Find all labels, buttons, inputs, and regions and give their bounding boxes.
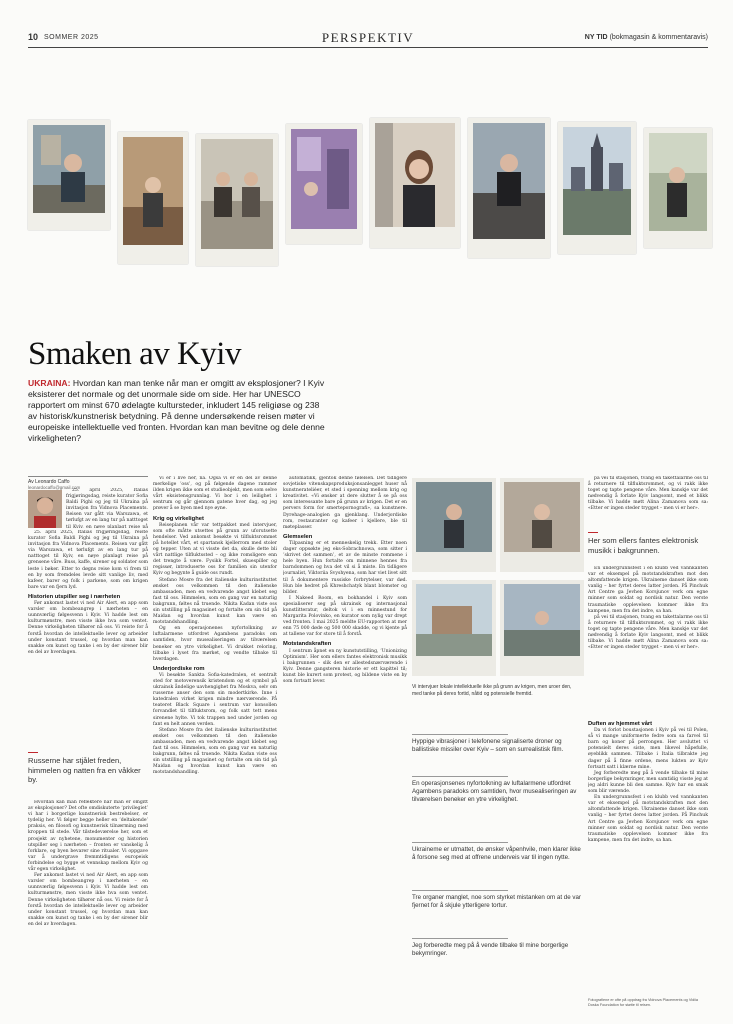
article-column-1b <box>28 530 148 746</box>
sidebar-quote-1 <box>412 734 582 754</box>
article-column-4c <box>588 718 708 988</box>
inset-photo-grid <box>412 478 584 678</box>
photo-caption: Vi intervjuer lokale intellektuelle ikke på grunn av krigen, men uroer den, med tanke på deres fortid, nåtid og potensielle fremtid. <box>412 684 572 697</box>
photo-credits-footnote: Fotografiene er ofte på oppdrag fra Vidnova Placements og Vidiia Doska Foundation for støtte til reisen. <box>588 998 699 1007</box>
byline-author: Av Leonardo Caffo <box>28 479 70 485</box>
sidebar-quote-1-text: Hyppige vibrasjoner i telefonene signaliserte droner og ballistiske missiler over Kyiv – som en surrealistisk film. <box>412 737 564 753</box>
page-number: 10 <box>28 32 39 42</box>
photo-woman-outdoors <box>649 133 707 231</box>
col2-paragraph-6: Stefano Mosre fra det italienske kulturinstituttet ønsket oss velkommen til den italienske ambassaden, men en vedvarende angst klebet seg fast til oss. Himmelen, som en gang var en naturlig bakgrunn, føltes nå truende. Nikita Kadan viste oss sin utstilling på magasinet og fortalte om sin tid på Maidan og hvordan kunst kan være en motstandshandling. <box>153 727 277 776</box>
pullquote-1-text: Russerne har stjålet freden, himmelen og natten fra en våkker by. <box>28 756 141 784</box>
subhead-2: Krig og virkelighet <box>153 515 204 522</box>
col2-paragraph-2: Reiseplanen vår var tettpakket med intervjuer, som ofte måtte utsettes på grunn av uforutsette hendelser. Ved ankomst besøkte vi tilfluktsrommet på hotellet vårt, et spartansk kjellerrom med stoler og tepper. Uten at vi visste det da, skulle dette bli vårt nattlige tilfluktssted – og ikke romsligere enn det trengte å være. Fysikk Fortel, skuespiller og regissør, introduserte oss for familien sin utenfor Kyiv og begynte å guide oss rundt. <box>153 522 277 577</box>
col1-paragraph-cont: 25. april 2025, Italias frigjøringsdag, reiste kurator Sofia Baldi Pighi og jeg til Ukraina på invitasjon fra Vidnova Placements. Reisen var gått via Warszawa, et tørlufgt av en lang tur på natttoget til Kyiv, en nøye planlagt reise på grensene våre. Buss, kaffe, sirener og soldater som leste i bøker. Etter to døgns reise kom vi frem til en by som fremdeles levde sitt vanlige liv, med kafeer, barer og folk i parkene, som om krigen bare var en fjern lyd. <box>28 530 148 590</box>
col1-intro: 25. april 2025, Italias frigjøringsdag, reiste kurator Sofia Baldi Pighi og jeg til Ukraina på invitasjon fra Vidnova Placements. Reisen var gått via Warszawa, et tørlufgt av en lang tur på natttoget til Kyiv, en nøye planlagt reise på <box>66 488 148 528</box>
byline-email: leonardocaffo@gmail.com <box>28 485 81 490</box>
sidebar-quote-5 <box>412 938 582 958</box>
photo-polaroid-8 <box>644 128 712 248</box>
subhead-3: Underjordiske rom <box>153 665 205 672</box>
sidebar-quote-5-text: Jeg forberedte meg på å vende tilbake til mine borgerlige bekymringer. <box>412 941 569 957</box>
header-rule <box>28 47 708 48</box>
sidebar-rule <box>412 776 508 777</box>
col2-paragraph-3: Stefano Mosre fra det italienske kulturinstituttet ønsket oss velkommen til den italienske ambassaden, men en vedvarende angst klebet seg fast til oss. Himmelen, som en gang var en naturlig bakgrunn, føltes nå truende. Nikita Kadan viste oss sin utstilling på magasinet og fortalte om sin tid på Maidan og hvordan kunst kan være en motstandshandling. <box>153 577 277 626</box>
subhead-4: Glemselen <box>283 533 313 540</box>
photo-two-men-sitting <box>201 139 273 249</box>
photo-polaroid-5 <box>370 118 460 248</box>
pullquote-rule <box>28 752 38 753</box>
col3-paragraph-4: I sentrum åpnet en ny kunstutstilling, ‘Unionizing Optimism’. Her som ellers fantes elektronisk musikk i bakgrunnen – slik den er allestedsnærværende i Kyiv. Denne gangsteren historie er ett kapittel til; kunst ble kurert som protest, og bildene viste en by som fortsatt lever. <box>283 648 407 684</box>
subhead-1: Historien utspiller seg i nærheten <box>28 593 121 600</box>
pullquote-1 <box>28 752 146 785</box>
photo-polaroid-4 <box>286 124 362 244</box>
pullquote-2 <box>588 532 706 555</box>
publication-subtitle: (bokmagasin & kommentaravis) <box>609 34 708 41</box>
subhead-5: Motstandskraften <box>283 641 332 648</box>
article-title: Smaken av Kyiv <box>28 336 241 372</box>
sidebar-quote-2-text: En operasjonsenes nyfortolkning av luftalarmene utfordret Agambens paradoks om samtiden, hvor musealiseringen av tilværelsen beneker en ytre virkelighet. <box>412 779 577 803</box>
article-column-4b <box>588 566 708 716</box>
publication-title: NY TID <box>584 34 608 41</box>
col4-paragraph-4: Da vi forlot boustasjonen i Kyiv på vei til Polen, så vi mange uniformerte fedre som sa farvel til barn og koner på perrongen. Her avsluttet vi potensielt deres siste, men likevel håpefulle, øyeblikk sammen. Tilbake i Italia tilbrakte jeg dager på å finne ordene, mens lukten av Kyiv fortsatt satt i klærne mine. <box>588 728 708 770</box>
sidebar-quote-3-text: Ukraineme er utmattet, de ønsker våpenhvile, men klarer ikke å forsone seg med at offrene underveis var til ingen nytte. <box>412 845 581 861</box>
photo-woman-smiling <box>375 123 455 227</box>
sidebar-quote-2 <box>412 776 582 804</box>
col3-paragraph-1: automatikk, gjentok denne følelsen. Det tidligere sovjetiske vitenskapsproduksjonsanlegget huser nå kunstnerateliéer, et sted i spenning mellom krig og kreativitet. «Vi ønsker at dere slutter å se på oss som interessante bare på grunn av krigen. Det er en pervers form for smertepornografi», sa kunstnere. Dyrehage-analogien ga gjenklang. Underjordiske rom, restauranter og kafeer i kjellere, ble til møteplasser. <box>283 476 407 530</box>
col4-paragraph-1: på vei til stasjonen, tvang en takettalarme oss til å returnere til tilfluktsrommet, og vi rakk ikke toget og tapte pengene våre. Men kanskje var det nødvendig å forlate Kyiv langsomt, med et blikk tilbake. Vi hadde møtt Alina Zamanova som sa: «Etter er ingen steder trygget – men vi er her». <box>588 476 708 512</box>
sidebar-rule <box>412 734 508 735</box>
article-column-4 <box>588 476 708 528</box>
col2-paragraph-5: Vi besøkte Sankta Sofia-katedralen, et sentralt sted for motoverensik kristendom og et symbol på ukrainsk åndelige uavhengighet fra Moskva, selv om russerne anser den som sin modertkirke. Inne i katedralen virket krigen mindre nærværende. På teateret Black Square i sentrum var konsollen forvandlet til tilfluktsrom, og folk satt tett mens sirenene hylte. Vi tok trappen ned under jorden og fant en helt annen verden. <box>153 672 277 727</box>
article-column-1c <box>28 800 148 1012</box>
photo-woman-seated <box>473 123 545 239</box>
col1-paragraph-3: Hvordan kan man reflektere når man er omgitt av eksplosjoner? Det ofte omdiskuterte ‘privilegiet’ vi har i borgerlige kunstnerisk bestrebelser, er tydelig her. Vi følger begge heller en ‘deltakende’ praksis, en filosofi og kunstnerisk tilnærming med kroppen til stede. Vår tilstedeværelse her, som et prosjekt av nyhetene, monumenter og historien utspiller seg i nærheten – fronten er vanskelig å forklare, og byen bevarer sine ritualer. Vi oppgave var å undergrave fremmtidigens europeisk forbindelse og bygge et vennskap mellom Kyiv og vår egen virkelighet. <box>28 800 148 873</box>
photo-strip <box>28 118 708 318</box>
inset-photo-row-1 <box>412 478 584 574</box>
sidebar-quote-4-text: Tre organer manglet, noe som styrket mistanken om at de var fjernet for å skjule ytterligere tortur. <box>412 893 581 909</box>
col3-paragraph-3: I Nakeed Room, en bokhandel i Kyiv som spesialiserer seg på ukrainsk og internasjonal kunstlitteratur, deltok vi i en minnestund for Margarita Polovinko, en kurator som nylig var drept ved fronten. I mai 2025 meldte EU-rapporten at mer enn 75 000 døde og 500 000 skadde, og vi kjente på at tallene var for store til å forstå. <box>283 595 407 638</box>
col1-paragraph-2: Før ankomst lastet vi ned Air Alert, en app som varsler om bombeangrep i nærheten – en uunnværlig følgesvenn i Kyiv. Vi hadde lest om kulturmønstre, men visste ikke hva som ventet. Denne virkeligheten tilhører nå oss. Vi reiste for å forstå hvordan de intellektuelle lever og arbeider under konstant trussel, og hvordan man kan snakke om kunst og tanke i en by der sirener blir en del av hverdagen. <box>28 601 148 655</box>
article-lead-text: Hvordan kan man tenke når man er omgitt av eksplosjoner? I Kyiv eksisterer det normale og det unormale side om side. Her har UNESCO rapportert om minst 670 ødelagte kultursteder, inkludert 145 religiøse og 238 av historisk/kunstnerisk betydning. På denne undersøkende reisen møter vi europeiske intellektuelle ved fronten. Hvordan kan man bevitne og dele denne virkeligheten? <box>28 378 325 443</box>
sidebar-rule <box>412 842 508 843</box>
col4-paragraph-5: Jeg forberedte meg på å vende tilbake til mine borgerlige bekymringer, men samtidig visste jeg at jeg aldri kunne bli den samme. Kyiv har en smak som blir værende. <box>588 770 708 795</box>
sidebar-quote-4 <box>412 890 582 910</box>
pullquote-rule <box>588 532 598 533</box>
photo-polaroid-2 <box>118 132 188 264</box>
article-column-3 <box>283 476 407 1012</box>
photo-polaroid-3 <box>196 134 278 266</box>
issue-date: SOMMER 2025 <box>44 34 99 41</box>
col3-paragraph-2: Tilpasning er et menneskelig trekk. Etter noen dager oppsøkte jeg eks-Sobrachnowa, som sitter i ‘skrivet det sammen’, et av de minste rommene i hele byen. Hun fortalte om minnene hennes fra barndommen og hva det vil si å miste. En tidligere journalist, Viktoriia Svyshyena, som har viet livet sitt til å dokumentere russiske forbrytelser, var død. Hun ble hedret på Khreshchatyk blant blomster og bilder. <box>283 540 407 595</box>
inset-photo-row-2 <box>412 578 584 678</box>
article-column-2 <box>153 476 277 1012</box>
photo-purple-interior <box>291 129 357 229</box>
article-column-1 <box>66 488 148 528</box>
photo-polaroid-7 <box>558 122 636 254</box>
photo-kyiv-skyline <box>563 127 631 235</box>
photo-people-indoors <box>123 137 183 245</box>
publication-name <box>585 34 708 41</box>
photo-polaroid-6 <box>468 118 550 258</box>
sidebar-rule <box>412 890 508 891</box>
col4-paragraph-2: En undergrunnsfest i en klubb ved vannkanten var et eksempel på motstandskraften mot den altomfattende krigen. Ukraineme danset ikke som vanlig – her fyrtet deres latter jorden. På Pinchuk Art Centre ga Jevhen Korsjunov verk om egne minner som soldat og nordisk natur. Den verste traumatiske opplevelsen kommer ikke fra kampene, men fra det indre, sa han. <box>588 566 708 614</box>
col2-paragraph-4: Og en operasjonenes nyfortolkning av luftalarmene utfordret Agambens paradoks om samtiden, hvor musealiseringen av tilværelsen beneker en ytre virkelighet. Vi drukket reloring, tilbake i lyset fra mørket, og vendte tilbake til hverdagen. <box>153 626 277 662</box>
col4-paragraph-3: på vei til stasjonen, tvang en takettalarme oss til å returnere til tilfluktsrommet, og vi rakk ikke toget og tapte pengene våre. Men kanskje var det nødvendig å forlate Kyiv langsomt, med et blikk tilbake. Vi hadde møtt Alina Zamanova som sa: «Etter er ingen steder trygget – men vi er her». <box>588 614 708 651</box>
subhead-6: Duften av hjemmet vårt <box>588 721 653 727</box>
article-kicker: UKRAINA: <box>28 378 71 388</box>
sidebar-rule <box>412 938 508 939</box>
photo-man-portrait <box>33 125 105 213</box>
author-portrait <box>28 490 62 528</box>
photo-polaroid-1 <box>28 120 110 230</box>
page-header <box>28 30 708 46</box>
section-title: PERSPEKTIV <box>321 30 415 45</box>
sidebar-quote-3 <box>412 842 582 862</box>
col2-paragraph-1: Vi er i live her, nå. Også vi er en del av denne merkelige ‘oss’, og på følgende dagene rammer ilden krigen ikke som et studieobjekt, men som selve vårt eksistensgrunnlag. Vi bor i en leilighet i sentrum og går gjennom gatene hver dag, og jeg prøver å se byen med nye øyne. <box>153 476 277 512</box>
author-photo <box>28 490 62 528</box>
article-lead <box>28 378 328 444</box>
col4-paragraph-6: En undergrunnsfest i en klubb ved vannkanten var et eksempel på motstandskraften mot den altomfattende krigen. Ukraineme danset ikke som vanlig – her fyrtet deres latter jorden. På Pinchuk Art Centre ga Jevhen Korsjunov verk om egne minner som soldat og nordisk natur. Den verste traumatiske opplevelsen kommer ikke fra kampene, men fra det indre, sa han. <box>588 795 708 843</box>
pullquote-2-text: Her som ellers fantes elektronisk musikk i bakgrunnen. <box>588 536 699 555</box>
col1-paragraph-4: Før ankomst lastet vi ned Air Alert, en app som varsler om bombeangrep i nærheten – en uunnværlig følgesvenn i Kyiv. Vi hadde lest om kulturmønstre, men visste ikke hva som ventet. Denne virkeligheten tilhører nå oss. Vi reiste for å forstå hvordan de intellektuelle lever og arbeider under konstant trussel, og hvordan man kan snakke om kunst og tanke i en by der sirener blir en del av hverdagen. <box>28 873 148 927</box>
